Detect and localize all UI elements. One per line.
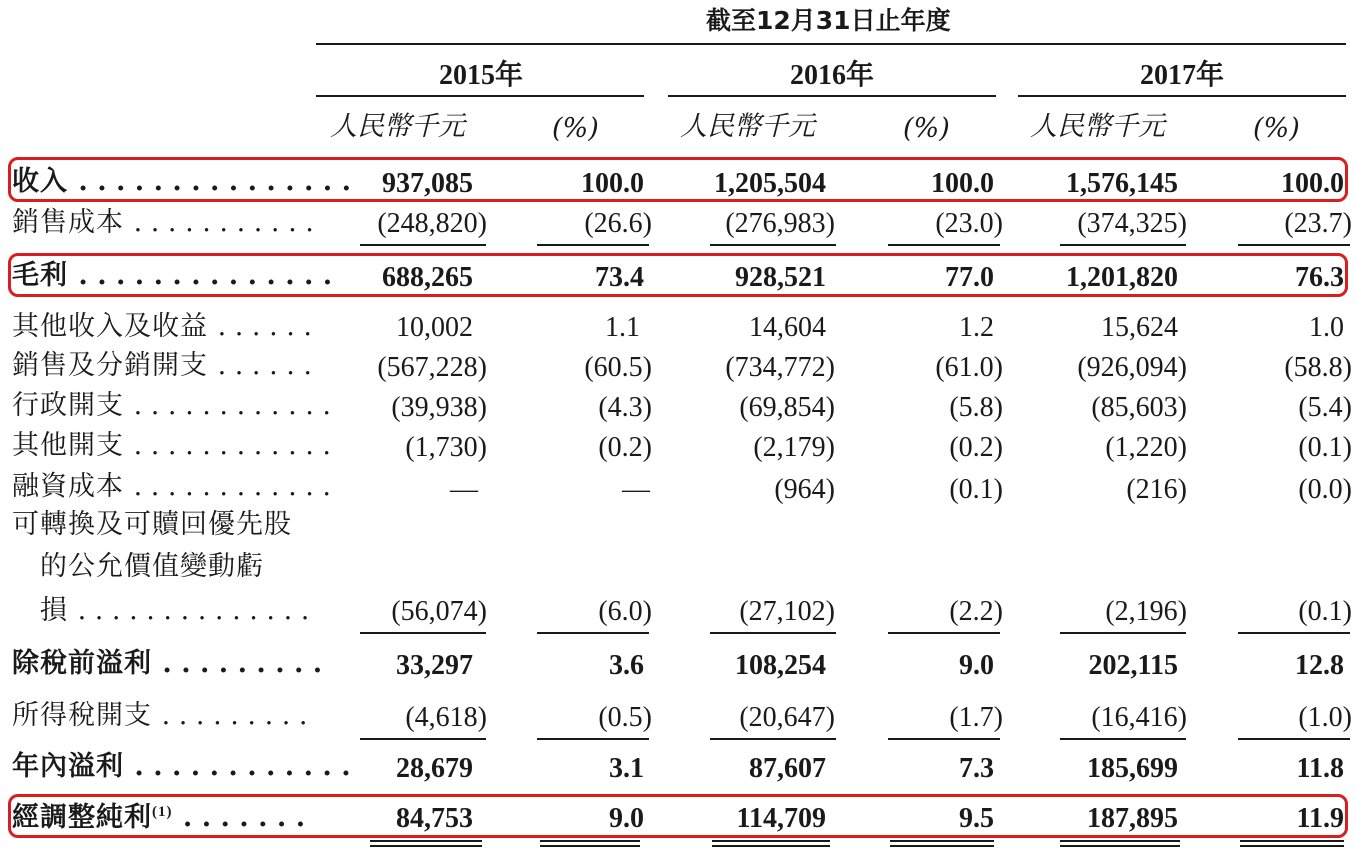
cell-other-income-2016-pct: 1.2 bbox=[959, 312, 994, 343]
cell-revenue-2017-amount: 1,576,145 bbox=[1066, 168, 1178, 199]
total-double-rule bbox=[1060, 840, 1180, 847]
year-header-2016: 2016年 bbox=[789, 60, 874, 91]
subtotal-rule bbox=[888, 632, 1000, 634]
cell-other-expenses-2017-pct: (0.1) bbox=[1298, 432, 1352, 463]
cell-fair-value-change-2015-pct: (6.0) bbox=[598, 596, 652, 627]
cell-profit-before-tax-2016-pct: 9.0 bbox=[959, 650, 994, 681]
year-header-2015: 2015年 bbox=[438, 60, 523, 91]
unit-label-2016: 人民幣千元 bbox=[680, 111, 815, 142]
subtotal-rule bbox=[360, 244, 486, 246]
total-double-rule bbox=[890, 840, 994, 847]
subtotal-rule bbox=[360, 632, 486, 634]
cell-admin-expenses-2017-pct: (5.4) bbox=[1298, 392, 1352, 423]
cell-profit-for-year-2016-amount: 87,607 bbox=[749, 753, 826, 784]
subtotal-rule bbox=[1238, 632, 1350, 634]
cell-gross-profit-2016-pct: 77.0 bbox=[945, 262, 994, 293]
subtotal-rule bbox=[1060, 244, 1186, 246]
total-double-rule bbox=[712, 840, 830, 847]
cell-profit-before-tax-2017-pct: 12.8 bbox=[1295, 650, 1344, 681]
cell-adjusted-net-profit-2017-amount: 187,895 bbox=[1087, 803, 1178, 834]
cell-admin-expenses-2016-pct: (5.8) bbox=[949, 392, 1003, 423]
cell-finance-costs-2015-pct: — bbox=[622, 474, 650, 505]
cell-profit-for-year-2017-amount: 185,699 bbox=[1087, 753, 1178, 784]
row-label-fair-value-change-line1: 可轉換及可贖回優先股 bbox=[12, 509, 292, 540]
row-label-income-tax: 所得稅開支 . . . . . . . . . bbox=[12, 700, 308, 731]
cell-other-expenses-2015-pct: (0.2) bbox=[598, 432, 652, 463]
row-label-admin-expenses: 行政開支 . . . . . . . . . . . . bbox=[12, 390, 331, 421]
cell-fair-value-change-2016-amount: (27,102) bbox=[739, 596, 835, 627]
period-header: 截至12月31日止年度 bbox=[706, 6, 951, 35]
cell-adjusted-net-profit-2016-pct: 9.5 bbox=[959, 803, 994, 834]
cell-income-tax-2017-pct: (1.0) bbox=[1298, 702, 1352, 733]
cell-other-expenses-2016-amount: (2,179) bbox=[753, 432, 835, 463]
cell-cost-of-sales-2016-pct: (23.0) bbox=[935, 208, 1003, 239]
cell-cost-of-sales-2017-amount: (374,325) bbox=[1077, 208, 1187, 239]
cell-fair-value-change-2016-pct: (2.2) bbox=[949, 596, 1003, 627]
cell-selling-expenses-2017-amount: (926,094) bbox=[1077, 352, 1187, 383]
cell-finance-costs-2017-amount: (216) bbox=[1126, 474, 1187, 505]
cell-revenue-2015-pct: 100.0 bbox=[581, 168, 644, 199]
year-rule-2017 bbox=[1018, 95, 1346, 97]
total-double-rule bbox=[540, 840, 640, 847]
row-label-revenue: 收入 . . . . . . . . . . . . . . . bbox=[12, 166, 352, 197]
cell-gross-profit-2015-amount: 688,265 bbox=[382, 262, 473, 293]
subtotal-rule bbox=[360, 738, 486, 740]
row-label-selling-expenses: 銷售及分銷開支 . . . . . . bbox=[12, 350, 313, 381]
row-label-gross-profit: 毛利 . . . . . . . . . . . . . . bbox=[12, 260, 333, 291]
subtotal-rule bbox=[1238, 738, 1350, 740]
pct-label-2017: (%) bbox=[1253, 113, 1300, 144]
cell-gross-profit-2016-amount: 928,521 bbox=[735, 262, 826, 293]
cell-income-tax-2017-amount: (16,416) bbox=[1091, 702, 1187, 733]
cell-selling-expenses-2017-pct: (58.8) bbox=[1284, 352, 1352, 383]
subtotal-rule bbox=[537, 244, 649, 246]
year-rule-2016 bbox=[668, 95, 996, 97]
cell-fair-value-change-2015-amount: (56,074) bbox=[391, 596, 487, 627]
subtotal-rule bbox=[1238, 244, 1350, 246]
unit-label-2017: 人民幣千元 bbox=[1030, 111, 1165, 142]
year-header-2017: 2017年 bbox=[1139, 60, 1224, 91]
cell-selling-expenses-2016-amount: (734,772) bbox=[725, 352, 835, 383]
cell-other-expenses-2016-pct: (0.2) bbox=[949, 432, 1003, 463]
cell-other-income-2017-amount: 15,624 bbox=[1101, 312, 1178, 343]
subtotal-rule bbox=[710, 738, 836, 740]
cell-gross-profit-2017-pct: 76.3 bbox=[1295, 262, 1344, 293]
cell-admin-expenses-2016-amount: (69,854) bbox=[739, 392, 835, 423]
cell-finance-costs-2017-pct: (0.0) bbox=[1298, 474, 1352, 505]
cell-fair-value-change-2017-pct: (0.1) bbox=[1298, 596, 1352, 627]
row-label-fair-value-change-line2: 的公允價值變動虧 bbox=[40, 551, 264, 582]
cell-other-income-2015-pct: 1.1 bbox=[605, 312, 640, 343]
cell-gross-profit-2015-pct: 73.4 bbox=[595, 262, 644, 293]
row-label-other-expenses: 其他開支 . . . . . . . . . . . . bbox=[12, 430, 331, 461]
row-label-profit-before-tax: 除稅前溢利 . . . . . . . . . bbox=[12, 648, 323, 679]
row-label-adjusted-net-profit: 經調整純利$^{(1)}$ . . . . . . . bbox=[12, 802, 306, 833]
footnote-marker: (1) bbox=[152, 804, 173, 820]
cell-adjusted-net-profit-2016-amount: 114,709 bbox=[736, 803, 826, 834]
subtotal-rule bbox=[710, 632, 836, 634]
subtotal-rule bbox=[1060, 738, 1186, 740]
cell-profit-before-tax-2015-pct: 3.6 bbox=[609, 650, 644, 681]
cell-revenue-2016-pct: 100.0 bbox=[931, 168, 994, 199]
cell-profit-before-tax-2015-amount: 33,297 bbox=[396, 650, 473, 681]
total-double-rule bbox=[1240, 840, 1344, 847]
cell-income-tax-2016-pct: (1.7) bbox=[949, 702, 1003, 733]
subtotal-rule bbox=[1060, 632, 1186, 634]
row-label-finance-costs: 融資成本 . . . . . . . . . . . . bbox=[12, 471, 331, 502]
cell-adjusted-net-profit-2015-amount: 84,753 bbox=[396, 803, 473, 834]
cell-income-tax-2015-amount: (4,618) bbox=[405, 702, 487, 733]
cell-gross-profit-2017-amount: 1,201,820 bbox=[1066, 262, 1178, 293]
cell-other-expenses-2015-amount: (1,730) bbox=[405, 432, 487, 463]
cell-profit-for-year-2017-pct: 11.8 bbox=[1296, 753, 1344, 784]
cell-income-tax-2016-amount: (20,647) bbox=[739, 702, 835, 733]
pct-label-2016: (%) bbox=[903, 113, 950, 144]
highlight-box-gross-profit bbox=[8, 253, 1348, 297]
cell-revenue-2015-amount: 937,085 bbox=[382, 168, 473, 199]
subtotal-rule bbox=[537, 738, 649, 740]
cell-adjusted-net-profit-2015-pct: 9.0 bbox=[609, 803, 644, 834]
cell-profit-before-tax-2016-amount: 108,254 bbox=[735, 650, 826, 681]
subtotal-rule bbox=[710, 244, 836, 246]
unit-label-2015: 人民幣千元 bbox=[330, 111, 465, 142]
row-label-fair-value-change-line3: 損 . . . . . . . . . . . . . . bbox=[40, 595, 310, 626]
cell-finance-costs-2015-amount: — bbox=[450, 474, 478, 505]
cell-other-income-2015-amount: 10,002 bbox=[396, 312, 473, 343]
cell-admin-expenses-2017-amount: (85,603) bbox=[1091, 392, 1187, 423]
cell-selling-expenses-2015-pct: (60.5) bbox=[584, 352, 652, 383]
cell-profit-for-year-2016-pct: 7.3 bbox=[959, 753, 994, 784]
pct-label-2015: (%) bbox=[552, 113, 599, 144]
highlight-box-revenue bbox=[8, 157, 1348, 202]
cell-admin-expenses-2015-pct: (4.3) bbox=[598, 392, 652, 423]
highlight-box-adjusted-net-profit bbox=[8, 794, 1348, 838]
cell-profit-for-year-2015-pct: 3.1 bbox=[609, 753, 644, 784]
row-label-cost-of-sales: 銷售成本 . . . . . . . . . . . bbox=[12, 207, 314, 238]
cell-profit-before-tax-2017-amount: 202,115 bbox=[1088, 650, 1178, 681]
cell-cost-of-sales-2015-pct: (26.6) bbox=[584, 208, 652, 239]
subtotal-rule bbox=[888, 244, 1000, 246]
cell-cost-of-sales-2015-amount: (248,820) bbox=[377, 208, 487, 239]
total-double-rule bbox=[370, 840, 482, 847]
cell-selling-expenses-2015-amount: (567,228) bbox=[377, 352, 487, 383]
cell-fair-value-change-2017-amount: (2,196) bbox=[1105, 596, 1187, 627]
cell-finance-costs-2016-pct: (0.1) bbox=[949, 474, 1003, 505]
cell-adjusted-net-profit-2017-pct: 11.9 bbox=[1296, 803, 1344, 834]
cell-other-income-2017-pct: 1.0 bbox=[1309, 312, 1344, 343]
subtotal-rule bbox=[537, 632, 649, 634]
cell-admin-expenses-2015-amount: (39,938) bbox=[391, 392, 487, 423]
cell-other-income-2016-amount: 14,604 bbox=[749, 312, 826, 343]
period-header-rule bbox=[316, 43, 1346, 45]
subtotal-rule bbox=[888, 738, 1000, 740]
year-rule-2015 bbox=[316, 95, 644, 97]
row-label-other-income: 其他收入及收益 . . . . . . bbox=[12, 311, 313, 342]
row-label-profit-for-year: 年內溢利 . . . . . . . . . . . . bbox=[12, 751, 351, 782]
cell-selling-expenses-2016-pct: (61.0) bbox=[935, 352, 1003, 383]
cell-revenue-2017-pct: 100.0 bbox=[1281, 168, 1344, 199]
cell-finance-costs-2016-amount: (964) bbox=[774, 474, 835, 505]
cell-other-expenses-2017-amount: (1,220) bbox=[1105, 432, 1187, 463]
cell-cost-of-sales-2017-pct: (23.7) bbox=[1284, 208, 1352, 239]
cell-revenue-2016-amount: 1,205,504 bbox=[714, 168, 826, 199]
cell-income-tax-2015-pct: (0.5) bbox=[598, 702, 652, 733]
cell-cost-of-sales-2016-amount: (276,983) bbox=[725, 208, 835, 239]
cell-profit-for-year-2015-amount: 28,679 bbox=[396, 753, 473, 784]
